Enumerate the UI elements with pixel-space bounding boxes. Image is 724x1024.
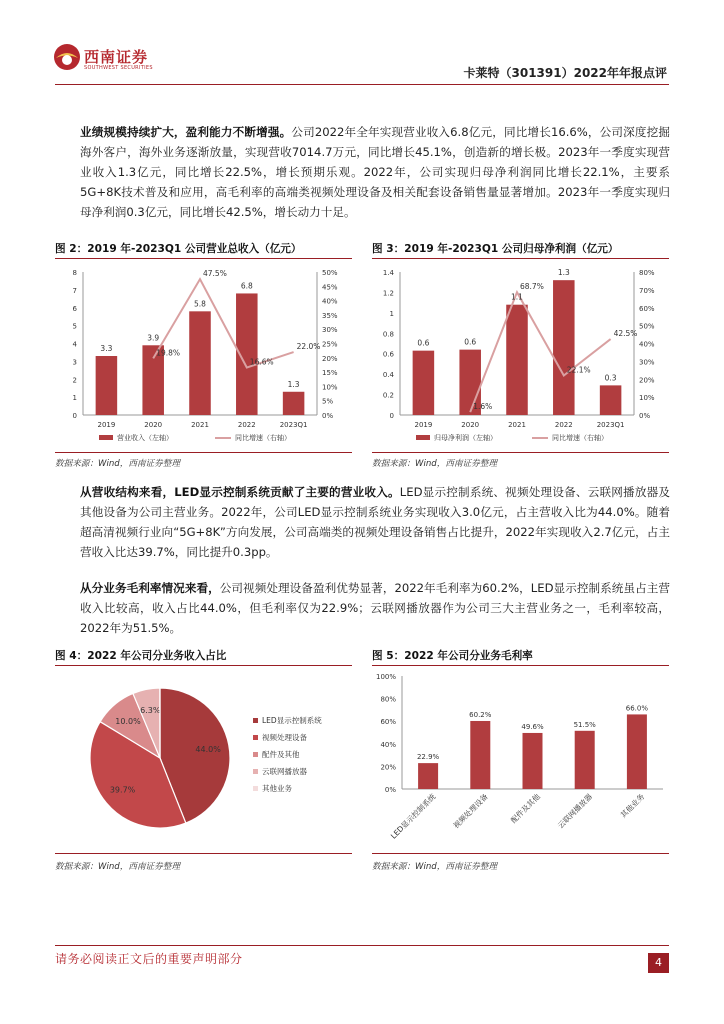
revenue-line-label: 47.5% (203, 269, 227, 279)
revenue-bar (96, 356, 118, 415)
revenue-y2-tick: 50% (322, 269, 338, 277)
fig2-title: 图 2：2019 年-2023Q1 公司营业总收入（亿元） (55, 243, 302, 255)
profit-growth-line (470, 292, 610, 412)
revenue-legend-line-label: 同比增速（右轴） (235, 434, 291, 442)
fig4-source: 数据来源：Wind，西南证券整理 (55, 862, 180, 872)
profit-line-label: 22.1% (566, 365, 591, 375)
profit-bar-label: 0.6 (464, 337, 477, 347)
profit-y2-tick: 0% (639, 412, 651, 420)
revenue-x-tick: 2020 (144, 421, 163, 429)
profit-y2-tick: 30% (639, 358, 655, 367)
profit-bar-label: 1.3 (557, 268, 570, 278)
profit-x-tick: 2023Q1 (596, 421, 625, 429)
revenue-y2-tick: 15% (322, 369, 338, 378)
logo-subtext: SOUTHWEST SECURITIES (84, 65, 153, 71)
fig3-source: 数据来源：Wind，西南证券整理 (372, 459, 497, 469)
paragraph-2 (80, 482, 670, 562)
margin-y-tick: 60% (380, 718, 396, 727)
revenue-bar (189, 311, 211, 415)
revenue-y2-tick: 5% (322, 397, 334, 406)
fig2-bottom-rule (55, 452, 352, 453)
margin-y-tick: 40% (380, 740, 396, 749)
profit-y-tick: 0.8 (382, 330, 394, 339)
fig3-title: 图 3：2019 年-2023Q1 公司归母净利润（亿元） (372, 243, 619, 255)
profit-y2-tick: 20% (639, 376, 655, 385)
revenue-bar-label: 5.8 (194, 299, 206, 309)
revenue-bar-label: 3.3 (100, 344, 113, 354)
profit-bar-label: 0.3 (604, 373, 617, 383)
profit-x-tick: 2020 (461, 421, 480, 429)
pie-slice-label: 10.0% (115, 716, 141, 726)
fig3-bottom-rule (372, 452, 669, 453)
margin-bar-label: 51.5% (573, 720, 596, 729)
revenue-bar-label: 3.9 (147, 333, 160, 343)
profit-y2-tick: 40% (639, 340, 655, 349)
margin-y-tick: 100% (375, 673, 396, 681)
revenue-y-tick: 6 (72, 304, 77, 313)
revenue-line-label: 22.0% (296, 342, 321, 352)
fig2-title-rule (55, 258, 352, 259)
revenue-y-tick: 1 (72, 394, 77, 403)
margin-y-tick: 80% (380, 695, 396, 704)
profit-y2-tick: 80% (639, 269, 655, 277)
net-profit-chart (372, 262, 669, 452)
profit-y2-tick: 10% (639, 394, 655, 403)
profit-line-label: 1.6% (473, 402, 493, 412)
revenue-mix-pie (55, 668, 352, 853)
pie-slice-label: 44.0% (195, 744, 221, 754)
paragraph-1-body: 公司2022年全年实现营业收入6.8亿元，同比增长16.6%，公司深度挖掘海外客户，海外业务逐渐放量，实现营收7014.7万元，同比增长45.1%，创造新的增长极。2023年一季度实现营业收入1.3亿元，同比增长22.5%，增长预期乐观。2022年，公司实现归母净利润同比增长22.1%，主要系5G+8K技术普及和应用，高毛利率的高端类视频处理设备及相关配套设备销售量显著增加。2023年一季度实现归母净利润0.3亿元，同比增长42.5%，增长动力十足。 (80, 125, 670, 219)
profit-y-tick: 1 (389, 309, 394, 318)
margin-bar-label: 22.9% (416, 753, 440, 762)
gross-margin-chart (372, 668, 669, 853)
paragraph-2-body: LED显示控制系统、视频处理设备、云联网播放器及其他设备为公司主营业务。2022年，公司LED显示控制系统业务实现收入3.0亿元，占主营收入比为44.0%。随着超高清视频行业向“5G+8K”方向发展，公司高端类的视频处理设备销售占比提升，2022年实现收入2.7亿元，占主营收入比达39.7%，同比提升0.3pp。 (80, 485, 670, 559)
margin-bar (575, 731, 595, 789)
profit-y-tick: 0.4 (382, 371, 394, 380)
fig4-title: 图 4：2022 年公司分业务收入占比 (55, 650, 227, 662)
revenue-y2-tick: 20% (322, 354, 338, 363)
profit-y-tick: 0 (389, 412, 394, 420)
revenue-y2-tick: 35% (322, 311, 338, 320)
revenue-y-tick: 5 (72, 322, 77, 331)
revenue-bar (283, 392, 305, 415)
pie-legend-label: 云联网播放器 (262, 767, 307, 776)
profit-y2-tick: 70% (639, 286, 655, 295)
revenue-y2-tick: 40% (322, 297, 338, 306)
revenue-y2-tick: 10% (322, 383, 338, 392)
fig4-bottom-rule (55, 853, 352, 854)
revenue-y2-tick: 45% (322, 283, 338, 292)
pie-legend-label: LED显示控制系统 (262, 716, 322, 725)
margin-bar-label: 66.0% (625, 704, 649, 713)
profit-bar (506, 305, 528, 415)
margin-bar (418, 763, 438, 789)
revenue-y-tick: 0 (72, 412, 77, 420)
profit-y-tick: 0.6 (382, 350, 394, 359)
profit-y2-tick: 50% (639, 322, 655, 331)
fig5-bottom-rule (372, 853, 669, 854)
pie-legend-swatch (253, 718, 258, 723)
profit-line-label: 42.5% (613, 329, 638, 339)
pie-slice-label: 6.3% (140, 705, 161, 715)
margin-bar-label: 49.6% (521, 722, 544, 731)
margin-y-tick: 0% (384, 786, 396, 794)
profit-x-tick: 2022 (554, 421, 573, 429)
paragraph-3-lead: 从分业务毛利率情况来看， (80, 581, 220, 595)
profit-x-tick: 2019 (414, 421, 433, 429)
paragraph-1 (80, 122, 670, 222)
pie-legend-swatch (253, 769, 258, 774)
fig2-source: 数据来源：Wind，西南证券整理 (55, 459, 180, 469)
revenue-y2-tick: 25% (322, 340, 338, 349)
company-logo-mark (52, 42, 82, 72)
profit-y2-tick: 60% (639, 304, 655, 313)
margin-bar-label: 60.2% (469, 710, 492, 719)
logo-text: 西南证券 (84, 48, 149, 66)
profit-y-tick: 1.2 (382, 289, 394, 298)
revenue-x-tick: 2023Q1 (279, 421, 308, 429)
fig4-title-rule (55, 665, 352, 666)
paragraph-1-lead: 业绩规模持续扩大，盈利能力不断增强。 (80, 125, 292, 139)
revenue-legend-bar-swatch (99, 435, 113, 440)
profit-legend-bar-label: 归母净利润（左轴） (434, 434, 497, 442)
revenue-line-label: 16.6% (249, 357, 274, 367)
footer-divider (55, 945, 669, 946)
profit-y-tick: 1.4 (382, 269, 394, 277)
margin-y-tick: 20% (380, 763, 396, 772)
profit-legend-line-label: 同比增速（右轴） (552, 434, 608, 442)
profit-line-label: 68.7% (520, 282, 544, 292)
revenue-line-label: 19.8% (156, 348, 181, 358)
revenue-x-tick: 2019 (97, 421, 116, 429)
pie-legend-label: 其他业务 (262, 784, 292, 793)
revenue-y-tick: 2 (72, 376, 77, 385)
revenue-y2-tick: 30% (322, 326, 338, 335)
margin-x-tick: 其他业务 (618, 792, 647, 820)
profit-x-tick: 2021 (508, 421, 526, 429)
revenue-y-tick: 4 (72, 340, 77, 349)
paragraph-3 (80, 578, 670, 638)
fig5-title: 图 5：2022 年公司分业务毛利率 (372, 650, 533, 662)
revenue-bar-label: 6.8 (240, 281, 253, 291)
header-divider (55, 84, 669, 85)
revenue-y-tick: 3 (72, 358, 77, 367)
pie-legend-label: 配件及其他 (262, 750, 300, 759)
footer-disclaimer: 请务必阅读正文后的重要声明部分 (55, 952, 243, 966)
margin-bar (523, 733, 543, 789)
profit-bar-label: 0.6 (417, 338, 430, 348)
report-title: 卡莱特（301391）2022年年报点评 (463, 66, 667, 80)
revenue-bar-label: 1.3 (287, 379, 300, 389)
profit-y-tick: 0.2 (382, 391, 394, 400)
margin-x-tick: 配件及其他 (509, 792, 542, 825)
profit-bar (413, 351, 435, 415)
paragraph-3-body: 公司视频处理设备盈利优势显著，2022年毛利率为60.2%，LED显示控制系统虽占主营收入比较高，收入占比44.0%，但毛利率仅为22.9%；云联网播放器作为公司三大主营业务之一，毛利率较高，2022年为51.5%。 (80, 581, 670, 635)
fig3-title-rule (372, 258, 669, 259)
margin-x-tick: LED显示控制系统 (388, 792, 438, 841)
revenue-legend-bar-label: 营业收入（左轴） (117, 434, 173, 442)
revenue-y-tick: 7 (72, 286, 77, 295)
revenue-x-tick: 2022 (237, 421, 256, 429)
margin-bar (470, 721, 490, 789)
revenue-y2-tick: 0% (322, 412, 334, 420)
pie-slice-label: 39.7% (109, 785, 136, 795)
pie-legend-swatch (253, 786, 258, 791)
revenue-y-tick: 8 (72, 269, 77, 277)
margin-x-tick: 视频处理设备 (451, 792, 490, 831)
profit-bar-label: 1.1 (511, 292, 523, 302)
pie-legend-swatch (253, 735, 258, 740)
revenue-chart (55, 262, 352, 452)
margin-x-tick: 云联网播放器 (555, 792, 595, 831)
profit-bar (553, 280, 575, 415)
fig5-title-rule (372, 665, 669, 666)
pie-legend-swatch (253, 752, 258, 757)
profit-bar (600, 385, 622, 415)
fig5-source: 数据来源：Wind，西南证券整理 (372, 862, 497, 872)
paragraph-2-lead: 从营收结构来看，LED显示控制系统贡献了主要的营业收入。 (80, 485, 400, 499)
margin-bar (627, 714, 647, 789)
profit-legend-bar-swatch (416, 435, 430, 440)
page-number: 4 (648, 953, 669, 973)
pie-legend-label: 视频处理设备 (262, 733, 307, 742)
revenue-x-tick: 2021 (191, 421, 209, 429)
